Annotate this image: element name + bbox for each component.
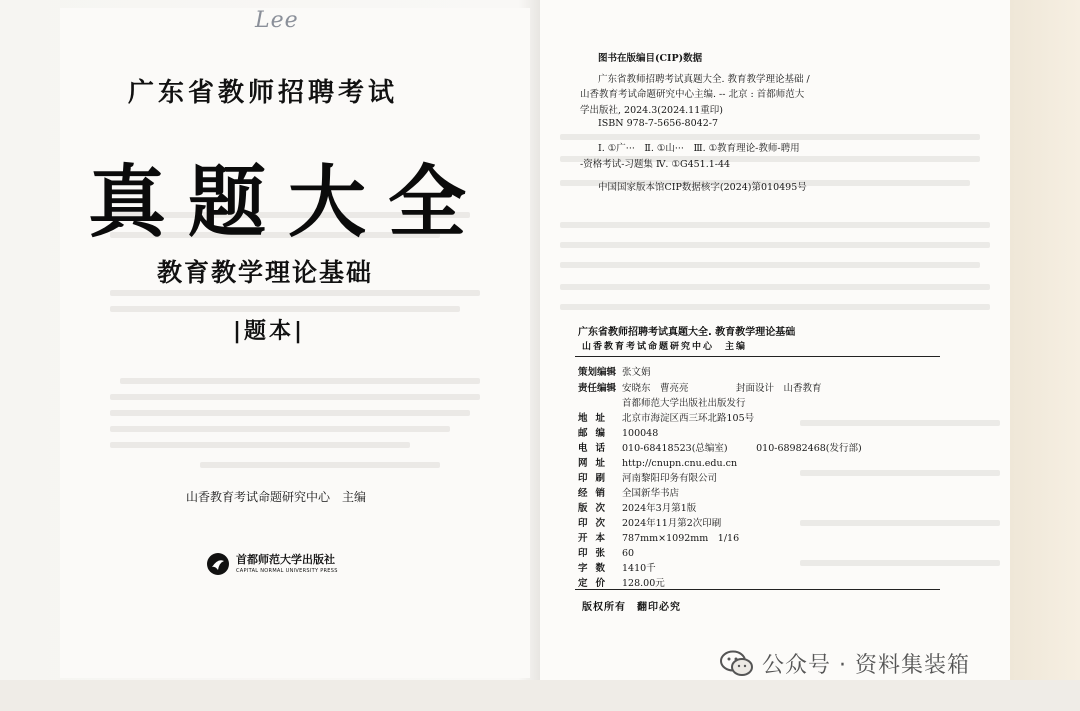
credit-row: 策划编辑 张文娟 — [578, 367, 651, 378]
publisher-name: 首都师范大学出版社 — [236, 553, 335, 566]
credit-row: 电话 010-68418523(总编室) 010-68982468(发行部) — [578, 443, 862, 454]
credit-row: 开本 787mm×1092mm 1/16 — [578, 533, 740, 544]
bleed-through-text — [800, 470, 1000, 476]
bleed-through-text — [110, 442, 410, 448]
credit-row: 网址 http://cnupn.cnu.edu.cn — [578, 458, 738, 469]
series-title: 广东省教师招聘考试 — [128, 78, 399, 108]
bleed-through-text — [560, 262, 980, 268]
credit-row: 首都师范大学出版社出版发行 — [622, 398, 746, 409]
book-editor: 山香教育考试命题研究中心 主编 — [582, 342, 748, 352]
credit-row: 责任编辑 安晓东 曹亮亮 封面设计 山香教育 — [578, 383, 822, 394]
cip-line: 广东省教师招聘考试真题大全. 教育教学理论基础 / — [598, 74, 810, 85]
bleed-through-text — [560, 304, 990, 310]
bleed-through-text — [800, 420, 1000, 426]
credit-row: 经销 全国新华书店 — [578, 488, 680, 499]
credit-row: 地址 北京市海淀区西三环北路105号 — [578, 413, 755, 424]
divider — [575, 356, 940, 357]
publisher-name-en: CAPITAL NORMAL UNIVERSITY PRESS — [236, 568, 338, 574]
handwritten-note: Lee — [255, 8, 299, 33]
credit-row: 定价 128.00元 — [578, 578, 665, 589]
next-page-edge — [1010, 0, 1080, 711]
book-title: 真题大全 — [88, 157, 489, 248]
bleed-through-text — [560, 222, 990, 228]
bleed-through-text — [110, 306, 460, 312]
bleed-through-text — [560, 242, 990, 248]
cip-heading: 图书在版编目(CIP)数据 — [598, 53, 703, 64]
volume-label: |题本| — [233, 319, 306, 344]
cip-line: Ⅰ. ①广··· Ⅱ. ①山··· Ⅲ. ①教育理论-教师-聘用 — [598, 143, 800, 154]
cip-record-number: 中国国家版本馆CIP数据核字(2024)第010495号 — [598, 182, 807, 193]
book-subtitle: 教育教学理论基础 — [157, 258, 374, 287]
bleed-through-text — [110, 410, 470, 416]
bleed-through-text — [120, 378, 480, 384]
bleed-through-text — [110, 290, 480, 296]
credit-row: 印刷 河南黎阳印务有限公司 — [578, 473, 718, 484]
bleed-through-text — [800, 560, 1000, 566]
cip-line: 山香教育考试命题研究中心主编. -- 北京 : 首都师范大 — [580, 89, 805, 100]
cip-line: -资格考试-习题集 Ⅳ. ①G451.1-44 — [580, 159, 731, 170]
credit-row: 印次 2024年11月第2次印刷 — [578, 518, 722, 529]
bottom-margin — [0, 680, 1080, 711]
divider — [575, 589, 940, 590]
bleed-through-text — [200, 462, 440, 468]
credit-row: 邮编 100048 — [578, 428, 659, 439]
credit-row: 字数 1410千 — [578, 563, 656, 574]
credit-row: 印张 60 — [578, 548, 635, 559]
watermark — [720, 648, 970, 679]
cip-line: ISBN 978-7-5656-8042-7 — [598, 118, 718, 129]
publisher-logo-icon — [206, 552, 230, 576]
watermark-text: 公众号 · 资料集装箱 — [762, 653, 970, 678]
book-full-title: 广东省教师招聘考试真题大全. 教育教学理论基础 — [578, 327, 796, 338]
editor-credit: 山香教育考试命题研究中心 主编 — [186, 490, 367, 504]
copyright-notice: 版权所有 翻印必究 — [582, 602, 681, 613]
bleed-through-text — [560, 284, 990, 290]
wechat-icon — [720, 650, 754, 678]
credit-row: 版次 2024年3月第1版 — [578, 503, 697, 514]
cip-line: 学出版社, 2024.3(2024.11重印) — [580, 105, 723, 116]
bleed-through-text — [800, 520, 1000, 526]
bleed-through-text — [110, 394, 480, 400]
bleed-through-text — [110, 426, 450, 432]
